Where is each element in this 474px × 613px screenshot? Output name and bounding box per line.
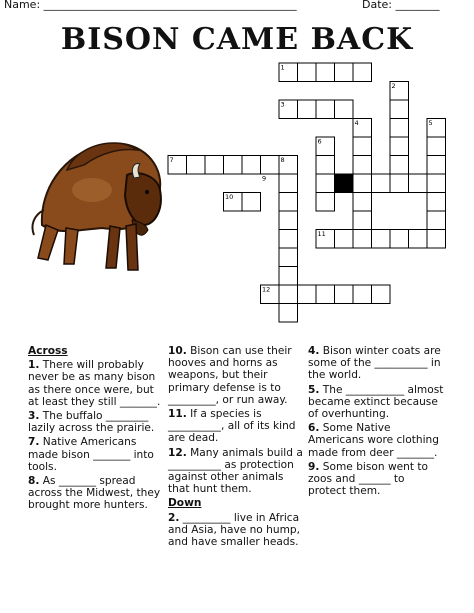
grid-cell[interactable]: [298, 285, 317, 304]
across-clues-continued: [168, 345, 306, 550]
clue-across-10: 10. Bison can use their hooves and horns as weapons, but their primary defense is to _________, or run away.: [168, 345, 292, 406]
grid-cell[interactable]: [242, 193, 261, 212]
clue-across-11: 11. If a species is __________, all of its kind are dead.: [168, 408, 296, 445]
down-clues: [308, 345, 444, 499]
grid-cell[interactable]: [279, 230, 298, 249]
grid-cell[interactable]: [390, 137, 409, 156]
grid-cell[interactable]: [335, 230, 354, 249]
name-blank: ______________________________________________: [43, 0, 297, 11]
grid-cell[interactable]: [353, 211, 372, 230]
grid-number: 2: [391, 82, 396, 90]
grid-number: 12: [262, 285, 271, 294]
grid-cell[interactable]: [353, 230, 372, 249]
clue-across-7: 7. Native Americans made bison _______ into tools.: [28, 436, 154, 473]
grid-cell[interactable]: [316, 193, 335, 212]
grid-cell[interactable]: [353, 63, 372, 82]
grid-cell[interactable]: [372, 174, 391, 193]
clue-down-9: 9. Some bison went to zoos and ______ to protect them.: [308, 460, 428, 498]
grid-number: 7: [169, 156, 174, 164]
grid-cell[interactable]: [316, 285, 335, 304]
grid-cell[interactable]: [279, 304, 298, 323]
grid-cell[interactable]: [187, 156, 206, 175]
grid-cell[interactable]: [261, 156, 280, 175]
date-blank: ________: [395, 0, 440, 11]
grid-cell[interactable]: [390, 100, 409, 119]
grid-cell[interactable]: [353, 174, 372, 193]
grid-cell[interactable]: [279, 211, 298, 230]
grid-cell[interactable]: [279, 174, 298, 193]
grid-cell[interactable]: [409, 230, 428, 249]
down-heading: Down: [168, 497, 202, 510]
grid-cell[interactable]: [427, 211, 446, 230]
grid-cell[interactable]: [279, 193, 298, 212]
grid-number: 1: [280, 63, 285, 72]
grid-cell[interactable]: [353, 137, 372, 156]
clue-down-6: 6. Some Native Americans wore clothing made from deer _______.: [308, 422, 439, 459]
clue-down-2: 2. _________ live in Africa and Asia, have no hump, and have smaller heads.: [168, 511, 300, 549]
grid-cell[interactable]: [427, 156, 446, 175]
grid-number: 5: [428, 119, 433, 127]
grid-cell[interactable]: [390, 156, 409, 175]
grid-cell[interactable]: [205, 156, 224, 175]
grid-cell[interactable]: [335, 100, 354, 119]
grid-cell[interactable]: [224, 156, 243, 175]
clue-down-4: 4. Bison winter coats are some of the __________ in the world.: [308, 345, 441, 382]
grid-cell[interactable]: [316, 100, 335, 119]
grid-number: 3: [280, 100, 285, 109]
grid-number: 10: [225, 193, 234, 201]
grid-cell[interactable]: [409, 174, 428, 193]
clue-down-5: 5. The ___________ almost became extinct because of overhunting.: [308, 383, 444, 421]
grid-cell[interactable]: [372, 285, 391, 304]
clue-across-12: 12. Many animals build a __________ as protection against other animals that hunt them.: [168, 446, 303, 496]
grid-cell[interactable]: [427, 230, 446, 249]
grid-cell[interactable]: [335, 285, 354, 304]
name-label: Name:: [4, 0, 41, 11]
date-label: Date:: [362, 0, 392, 11]
grid-number: 9: [262, 174, 267, 183]
grid-cell[interactable]: [390, 174, 409, 193]
grid-cell[interactable]: [390, 119, 409, 138]
across-clues: [28, 345, 166, 514]
grid-cell[interactable]: [427, 137, 446, 156]
grid-cell[interactable]: [353, 193, 372, 212]
grid-cell[interactable]: [279, 248, 298, 267]
across-heading: Across: [28, 345, 68, 357]
clue-across-8: 8. As _______ spread across the Midwest, they brought more hunters.: [28, 475, 161, 512]
grid-cell[interactable]: [316, 63, 335, 82]
grid-cell[interactable]: [242, 156, 261, 175]
grid-cell[interactable]: [316, 156, 335, 175]
page-title: BISON CAME BACK: [60, 22, 414, 57]
grid-cell[interactable]: [279, 285, 298, 304]
grid-number: 4: [354, 119, 359, 127]
grid-cell[interactable]: [390, 230, 409, 249]
grid-cell[interactable]: [427, 193, 446, 212]
grid-cell-black: [335, 174, 354, 193]
grid-cell[interactable]: [298, 100, 317, 119]
grid-number: 6: [317, 137, 322, 146]
grid-number: 8: [280, 156, 285, 164]
grid-number: 11: [317, 230, 326, 238]
grid-cell[interactable]: [353, 285, 372, 304]
grid-cell[interactable]: [298, 63, 317, 82]
clue-across-1: 1. There will probably never be as many bison as there once were, but at least they still _______.: [28, 359, 161, 408]
grid-cell[interactable]: [335, 63, 354, 82]
grid-cell[interactable]: [279, 267, 298, 286]
grid-cell[interactable]: [427, 174, 446, 193]
grid-cell[interactable]: [316, 174, 335, 193]
grid-cell[interactable]: [353, 156, 372, 175]
clue-across-3: 3. The buffalo ________ lazily across the prairie.: [28, 410, 155, 435]
grid-cell[interactable]: [372, 230, 391, 249]
